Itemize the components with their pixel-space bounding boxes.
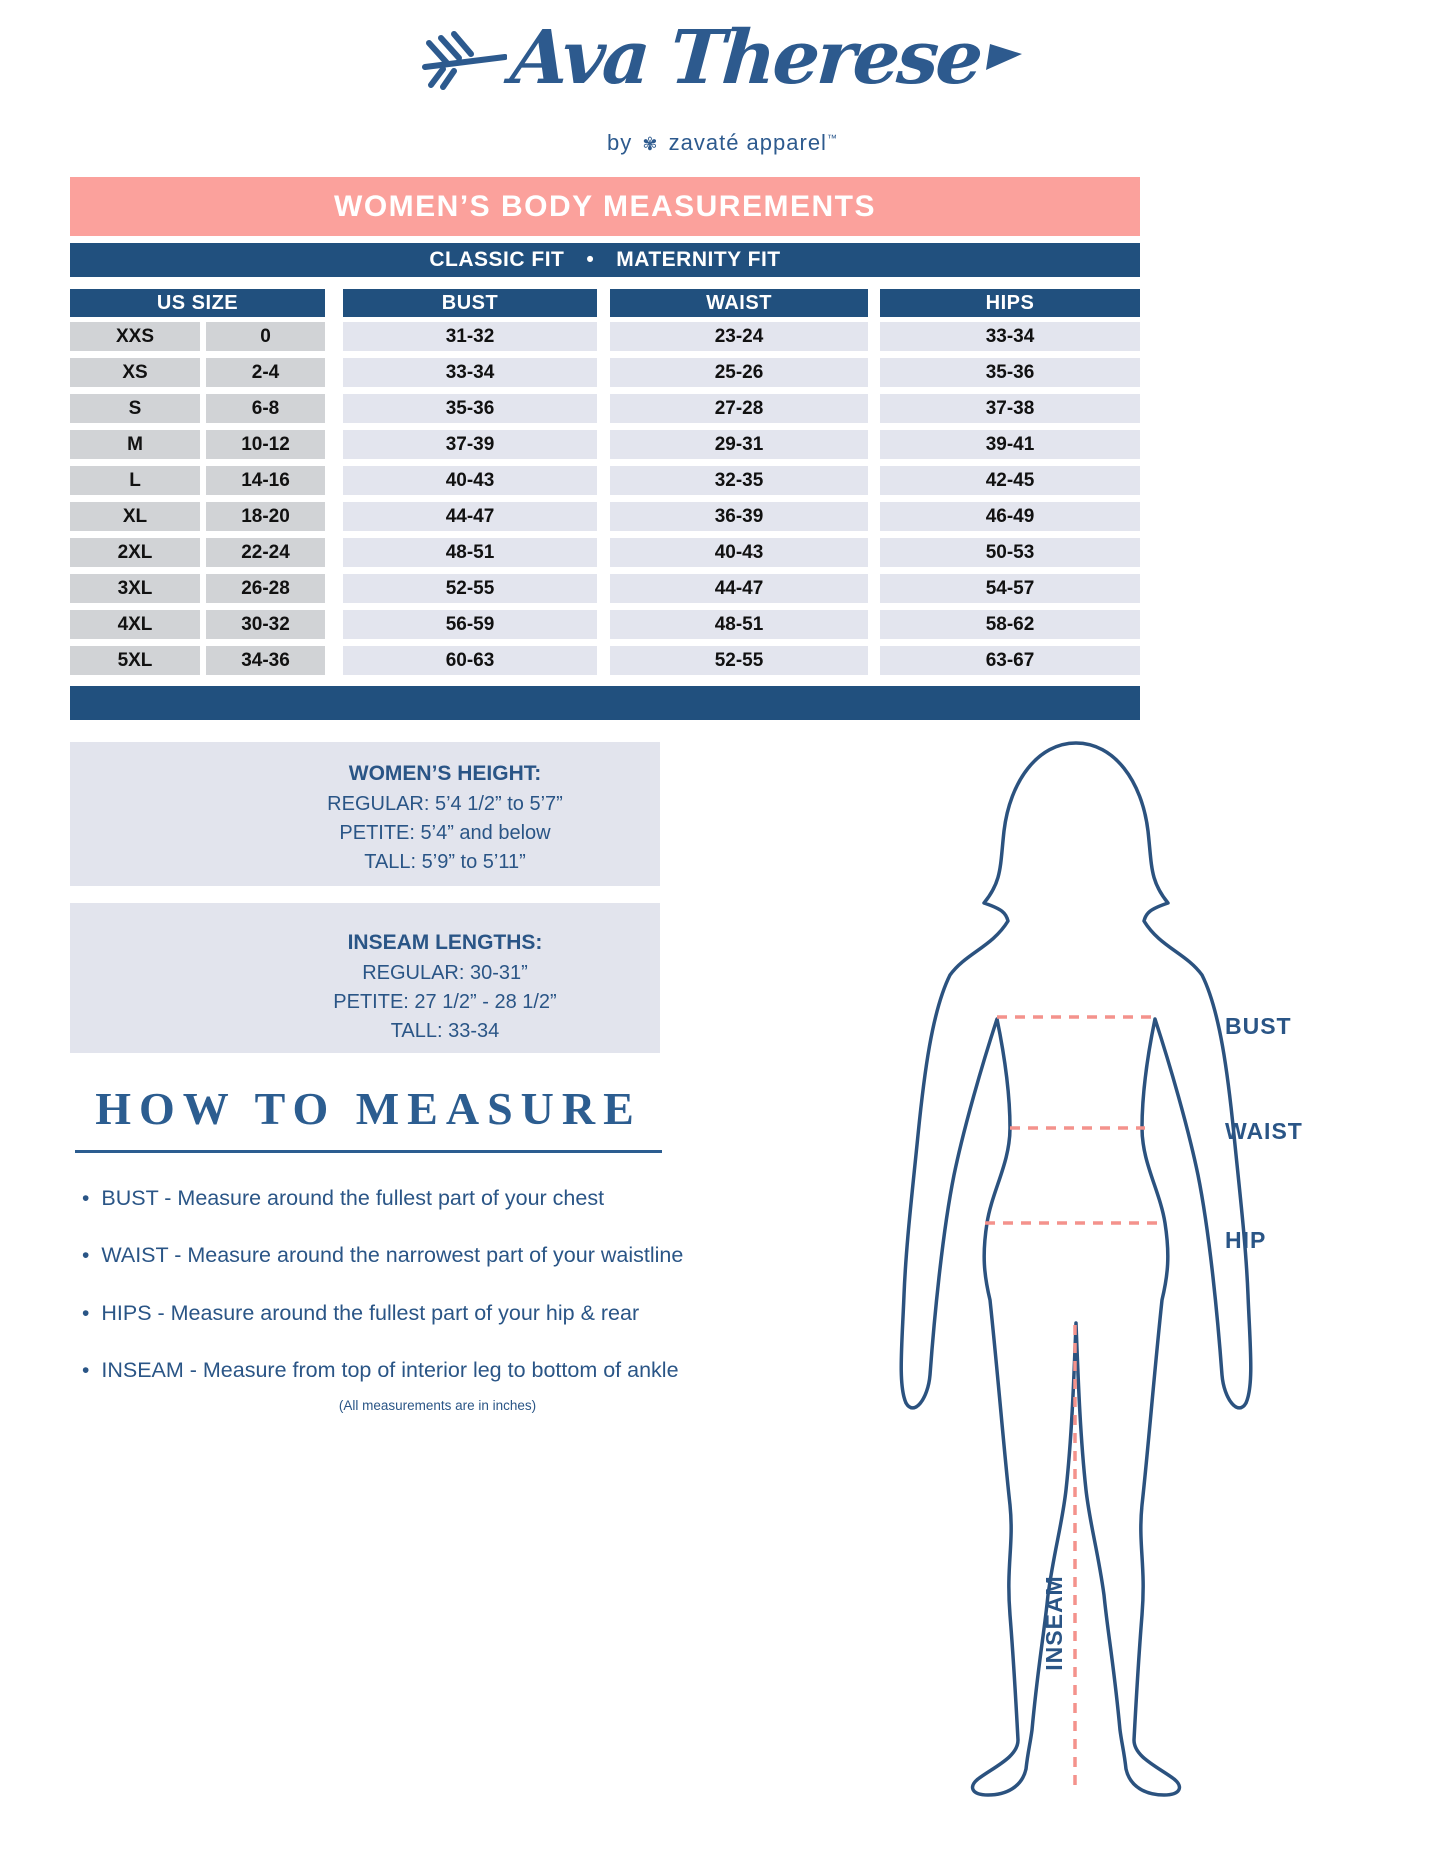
- table-row: [70, 610, 1140, 639]
- cell-size: 4XL: [70, 610, 200, 639]
- cell-bust: 33-34: [343, 358, 597, 387]
- cell-waist: 29-31: [610, 430, 868, 459]
- cell-hips: 58-62: [880, 610, 1140, 639]
- table-row: [70, 358, 1140, 387]
- womens-height-title: WOMEN’S HEIGHT:: [348, 762, 542, 785]
- cell-us-size: 0: [206, 322, 325, 351]
- cell-us-size: 22-24: [206, 538, 325, 567]
- bullet-dot: •: [82, 1359, 90, 1382]
- inseam-petite: PETITE: 27 1/2” - 28 1/2”: [333, 991, 557, 1013]
- page-title-banner: [70, 177, 1140, 236]
- cell-us-size: 10-12: [206, 430, 325, 459]
- column-header-us-size: US SIZE: [70, 289, 325, 317]
- inseam-lengths-title: INSEAM LENGTHS:: [347, 931, 543, 954]
- cell-hips: 46-49: [880, 502, 1140, 531]
- cell-bust: 44-47: [343, 502, 597, 531]
- cell-bust: 37-39: [343, 430, 597, 459]
- table-bottom-bar: [70, 686, 1140, 720]
- cell-hips: 39-41: [880, 430, 1140, 459]
- cell-bust: 40-43: [343, 466, 597, 495]
- cell-us-size: 2-4: [206, 358, 325, 387]
- measurements-note: (All measurements are in inches): [338, 1398, 537, 1413]
- arrow-fletching-icon: [421, 27, 507, 91]
- table-row: [70, 322, 1140, 351]
- bullet-dot: •: [82, 1302, 90, 1325]
- cell-us-size: 34-36: [206, 646, 325, 675]
- height-tall: TALL: 5’9” to 5’11”: [364, 851, 526, 873]
- trademark-symbol: ™: [826, 133, 838, 145]
- bullet-waist: [82, 1243, 683, 1268]
- inseam-lengths-text: [230, 931, 660, 1046]
- inseam-tall: TALL: 33-34: [390, 1020, 500, 1042]
- byline-brand: zavaté apparel: [668, 130, 827, 155]
- cell-size: M: [70, 430, 200, 459]
- cell-size: XS: [70, 358, 200, 387]
- cell-hips: 42-45: [880, 466, 1140, 495]
- cell-waist: 48-51: [610, 610, 868, 639]
- classic-fit-label: CLASSIC FIT: [429, 248, 565, 271]
- bullet-hips-text: HIPS - Measure around the fullest part of your hip & rear: [101, 1301, 640, 1325]
- table-row: [70, 394, 1140, 423]
- flower-icon: ✾: [642, 134, 659, 154]
- cell-us-size: 18-20: [206, 502, 325, 531]
- brand-logo: [0, 15, 1445, 101]
- womens-height-box: [70, 742, 660, 886]
- table-row: [70, 538, 1140, 567]
- cell-size: XL: [70, 502, 200, 531]
- fit-separator-dot: •: [586, 248, 595, 271]
- cell-bust: 56-59: [343, 610, 597, 639]
- bullet-dot: •: [82, 1244, 90, 1267]
- cell-size: 3XL: [70, 574, 200, 603]
- figure-inseam-label: INSEAM: [1041, 1575, 1067, 1671]
- maternity-fit-label: MATERNITY FIT: [616, 248, 781, 271]
- cell-size: XXS: [70, 322, 200, 351]
- height-regular: REGULAR: 5’4 1/2” to 5’7”: [327, 793, 563, 815]
- cell-waist: 40-43: [610, 538, 868, 567]
- column-header-waist: WAIST: [610, 289, 868, 317]
- figure-waist-label: WAIST: [1225, 1118, 1303, 1144]
- cell-waist: 32-35: [610, 466, 868, 495]
- table-row: [70, 502, 1140, 531]
- arrow-head-icon: [984, 42, 1024, 76]
- cell-waist: 36-39: [610, 502, 868, 531]
- how-to-measure-title: HOW TO MEASURE: [95, 1083, 642, 1134]
- column-header-hips: HIPS: [880, 289, 1140, 317]
- brand-byline: [0, 130, 1445, 156]
- cell-bust: 48-51: [343, 538, 597, 567]
- cell-waist: 52-55: [610, 646, 868, 675]
- cell-us-size: 26-28: [206, 574, 325, 603]
- page-title: WOMEN’S BODY MEASUREMENTS: [334, 189, 876, 223]
- bullet-waist-text: WAIST - Measure around the narrowest part of your waistline: [101, 1243, 684, 1267]
- cell-bust: 60-63: [343, 646, 597, 675]
- table-row: [70, 646, 1140, 675]
- inseam-regular: REGULAR: 30-31”: [362, 962, 528, 984]
- byline-by: by: [607, 130, 633, 155]
- bullet-hips: [82, 1301, 639, 1326]
- cell-bust: 35-36: [343, 394, 597, 423]
- body-measurement-figure: [870, 735, 1310, 1815]
- womens-height-text: [230, 762, 660, 877]
- cell-hips: 63-67: [880, 646, 1140, 675]
- inseam-lengths-box: [70, 903, 660, 1053]
- cell-waist: 27-28: [610, 394, 868, 423]
- title-underline: [75, 1150, 662, 1153]
- cell-waist: 25-26: [610, 358, 868, 387]
- cell-hips: 37-38: [880, 394, 1140, 423]
- cell-us-size: 14-16: [206, 466, 325, 495]
- cell-waist: 44-47: [610, 574, 868, 603]
- cell-size: S: [70, 394, 200, 423]
- cell-hips: 50-53: [880, 538, 1140, 567]
- column-header-bust: BUST: [343, 289, 597, 317]
- brand-logo-text: Ava Therese: [508, 15, 983, 101]
- height-petite: PETITE: 5’4” and below: [339, 822, 551, 844]
- bullet-inseam: [82, 1358, 679, 1383]
- cell-us-size: 6-8: [206, 394, 325, 423]
- figure-bust-label: BUST: [1225, 1013, 1292, 1039]
- table-row: [70, 430, 1140, 459]
- cell-size: L: [70, 466, 200, 495]
- cell-us-size: 30-32: [206, 610, 325, 639]
- table-row: [70, 466, 1140, 495]
- bullet-dot: •: [82, 1187, 90, 1210]
- cell-size: 5XL: [70, 646, 200, 675]
- table-row: [70, 574, 1140, 603]
- cell-waist: 23-24: [610, 322, 868, 351]
- bullet-bust-text: BUST - Measure around the fullest part of your chest: [101, 1186, 605, 1210]
- cell-bust: 31-32: [343, 322, 597, 351]
- figure-hip-label: HIP: [1225, 1227, 1267, 1253]
- fit-type-bar: [70, 243, 1140, 277]
- cell-hips: 35-36: [880, 358, 1140, 387]
- cell-hips: 33-34: [880, 322, 1140, 351]
- bullet-bust: [82, 1186, 604, 1211]
- cell-hips: 54-57: [880, 574, 1140, 603]
- cell-bust: 52-55: [343, 574, 597, 603]
- cell-size: 2XL: [70, 538, 200, 567]
- bullet-inseam-text: INSEAM - Measure from top of interior leg to bottom of ankle: [101, 1358, 679, 1382]
